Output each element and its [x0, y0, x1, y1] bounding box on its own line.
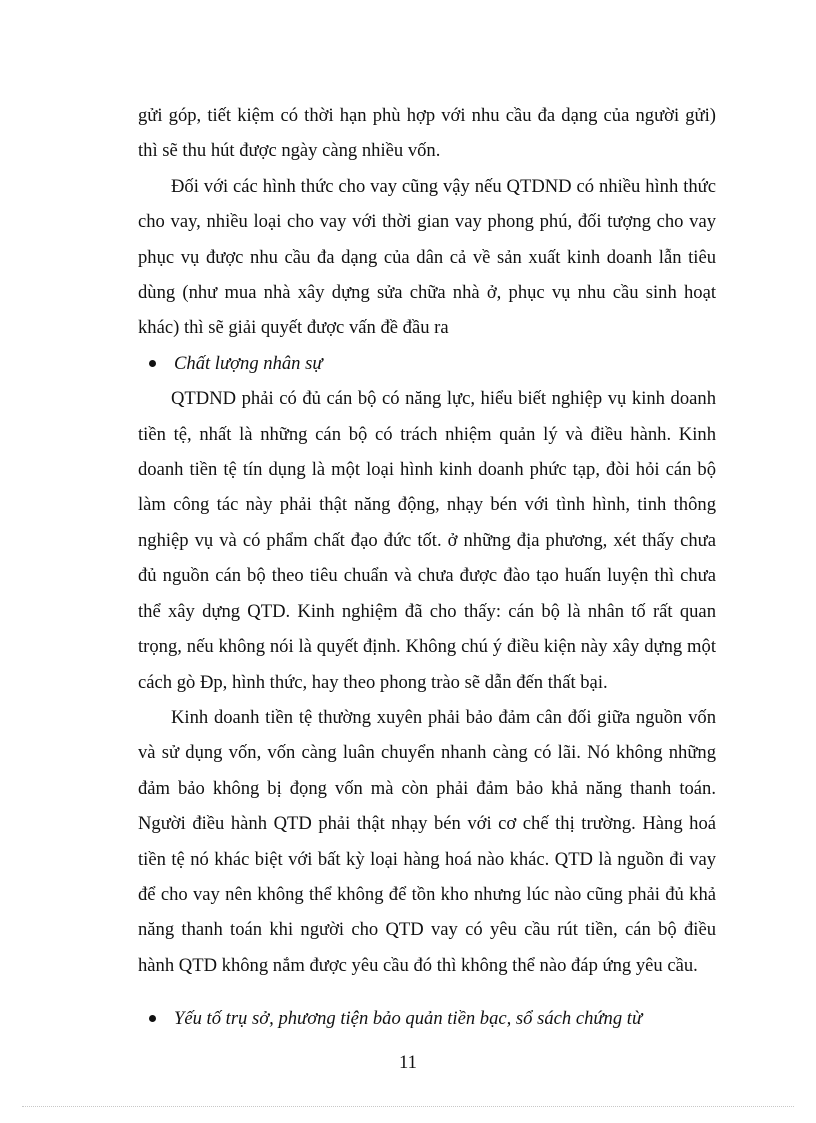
- page-number: 11: [399, 1052, 417, 1073]
- bullet-heading-premises: [138, 1001, 716, 1036]
- bullet-heading-text: Chất lượng nhân sự: [174, 352, 323, 374]
- bullet-heading-personnel-quality: [138, 346, 716, 381]
- paragraph-currency-business: Kinh doanh tiền tệ thường xuyên phải bảo đảm cân đối giữa nguồn vốn và sử dụng vốn, vốn càng luân chuyển nhanh càng có lãi. Nó không những đảm bảo không bị đọng vốn mà còn phải đảm bảo khả năng thanh toán. Người điều hành QTD phải thật nhạy bén với cơ chế thị trường. Hàng hoá tiền tệ nó khác biệt với bất kỳ loại hàng hoá nào khác. QTD là nguồn đi vay để cho vay nên không thể không để tồn kho nhưng lúc nào cũng phải đủ khả năng thanh toán khi người cho QTD vay có yêu cầu rút tiền, cán bộ điều hành QTD không nắm được yêu cầu đó thì không thể nào đáp ứng yêu cầu.: [138, 706, 716, 976]
- paragraph-staff-capacity: QTDND phải có đủ cán bộ có năng lực, hiểu biết nghiệp vụ kinh doanh tiền tệ, nhất là những cán bộ có trách nhiệm quản lý và điều hành. Kinh doanh tiền tệ tín dụng là một loại hình kinh doanh phức tạp, đòi hỏi cán bộ làm công tác này phải thật năng động, nhạy bén với tình hình, tinh thông nghiệp vụ và có phẩm chất đạo đức tốt. ở những địa phương, xét thấy chưa đủ nguồn cán bộ theo tiêu chuẩn và chưa được đào tạo huấn luyện thì chưa thể xây dựng QTD. Kinh nghiệm đã cho thấy: cán bộ là nhân tố rất quan trọng, nếu không nói là quyết định. Không chú ý điều kiện này xây dựng một cách gò Đp, hình thức, hay theo phong trào sẽ dẫn đến thất bại.: [138, 388, 716, 693]
- bullet-dot-icon: [149, 1015, 156, 1022]
- page-body: [138, 98, 716, 1037]
- bullet-heading-text: Yếu tố trụ sở, phương tiện bảo quản tiền bạc, sổ sách chứng từ: [174, 1008, 643, 1030]
- paragraph-lending-forms: Đối với các hình thức cho vay cũng vậy nếu QTDND có nhiều hình thức cho vay, nhiều loại cho vay với thời gian vay phong phú, đối tượng cho vay phục vụ được nhu cầu đa dạng của dân cả về sản xuất kinh doanh lẫn tiêu dùng (như mua nhà xây dựng sửa chữa nhà ở, phục vụ nhu cầu sinh hoạt khác) thì sẽ giải quyết được vấn đề đầu ra: [138, 175, 716, 339]
- paragraph-continued: gửi góp, tiết kiệm có thời hạn phù hợp với nhu cầu đa dạng của người gửi) thì sẽ thu hút được ngày càng nhiều vốn.: [138, 105, 716, 162]
- page-bottom-divider: [22, 1106, 794, 1107]
- bullet-dot-icon: [149, 360, 156, 367]
